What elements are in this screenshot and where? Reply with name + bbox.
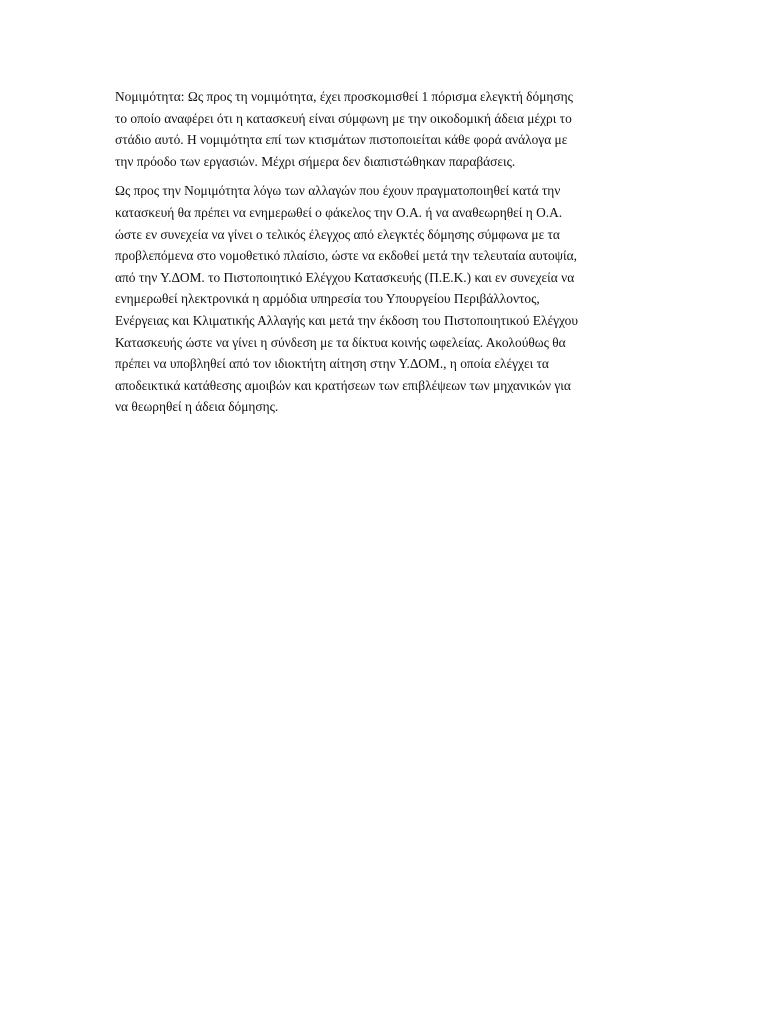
- text-line: Ενέργειας και Κλιματικής Αλλαγής και μετά την έκδοση του Πιστοποιητικού Ελέγχου: [115, 312, 578, 328]
- paragraph-legality-changes: [115, 180, 655, 418]
- text-line: Ως προς την Νομιμότητα λόγω των αλλαγών που έχουν πραγματοποιηθεί κατά την: [115, 183, 561, 199]
- text-line: ώστε εν συνεχεία να γίνει ο τελικός έλεγχος από ελεγκτές δόμησης σύμφωνα με τα: [115, 226, 560, 242]
- text-line: Νομιμότητα: Ως προς τη νομιμότητα, έχει προσκομισθεί 1 πόρισμα ελεγκτή δόμησης: [115, 89, 573, 104]
- text-line: ενημερωθεί ηλεκτρονικά η αρμόδια υπηρεσία του Υπουργείου Περιβάλλοντος,: [115, 291, 540, 307]
- text-line: Κατασκευής ώστε να γίνει η σύνδεση με τα δίκτυα κοινής ωφελείας. Ακολούθως θα: [115, 334, 566, 350]
- text-line: αποδεικτικά κατάθεσης αμοιβών και κρατήσεων των επιβλέψεων των μηχανικών για: [115, 377, 571, 393]
- text-line: προβλεπόμενα στο νομοθετικό πλαίσιο, ώστε να εκδοθεί μετά την τελευταία αυτοψία,: [115, 248, 577, 264]
- paragraph-legality-status: [115, 86, 655, 172]
- text-line: από την Υ.ΔΟΜ. το Πιστοποιητικό Ελέγχου Κατασκευής (Π.Ε.Κ.) και εν συνεχεία να: [115, 269, 575, 285]
- document-body: [115, 86, 655, 418]
- text-line: να θεωρηθεί η άδεια δόμησης.: [115, 399, 279, 415]
- text-line: κατασκευή θα πρέπει να ενημερωθεί ο φάκελος την Ο.Α. ή να αναθεωρηθεί η Ο.Α.: [115, 204, 563, 220]
- text-line: πρέπει να υποβληθεί από τον ιδιοκτήτη αίτηση στην Υ.ΔΟΜ., η οποία ελέγχει τα: [115, 356, 549, 372]
- text-line: το οποίο αναφέρει ότι η κατασκευή είναι σύμφωνη με την οικοδομική άδεια μέχρι το: [115, 110, 572, 126]
- text-line: στάδιο αυτό. Η νομιμότητα επί των κτισμάτων πιστοποιείται κάθε φορά ανάλογα με: [115, 132, 568, 148]
- text-line: την πρόοδο των εργασιών. Μέχρι σήμερα δεν διαπιστώθηκαν παραβάσεις.: [115, 153, 516, 169]
